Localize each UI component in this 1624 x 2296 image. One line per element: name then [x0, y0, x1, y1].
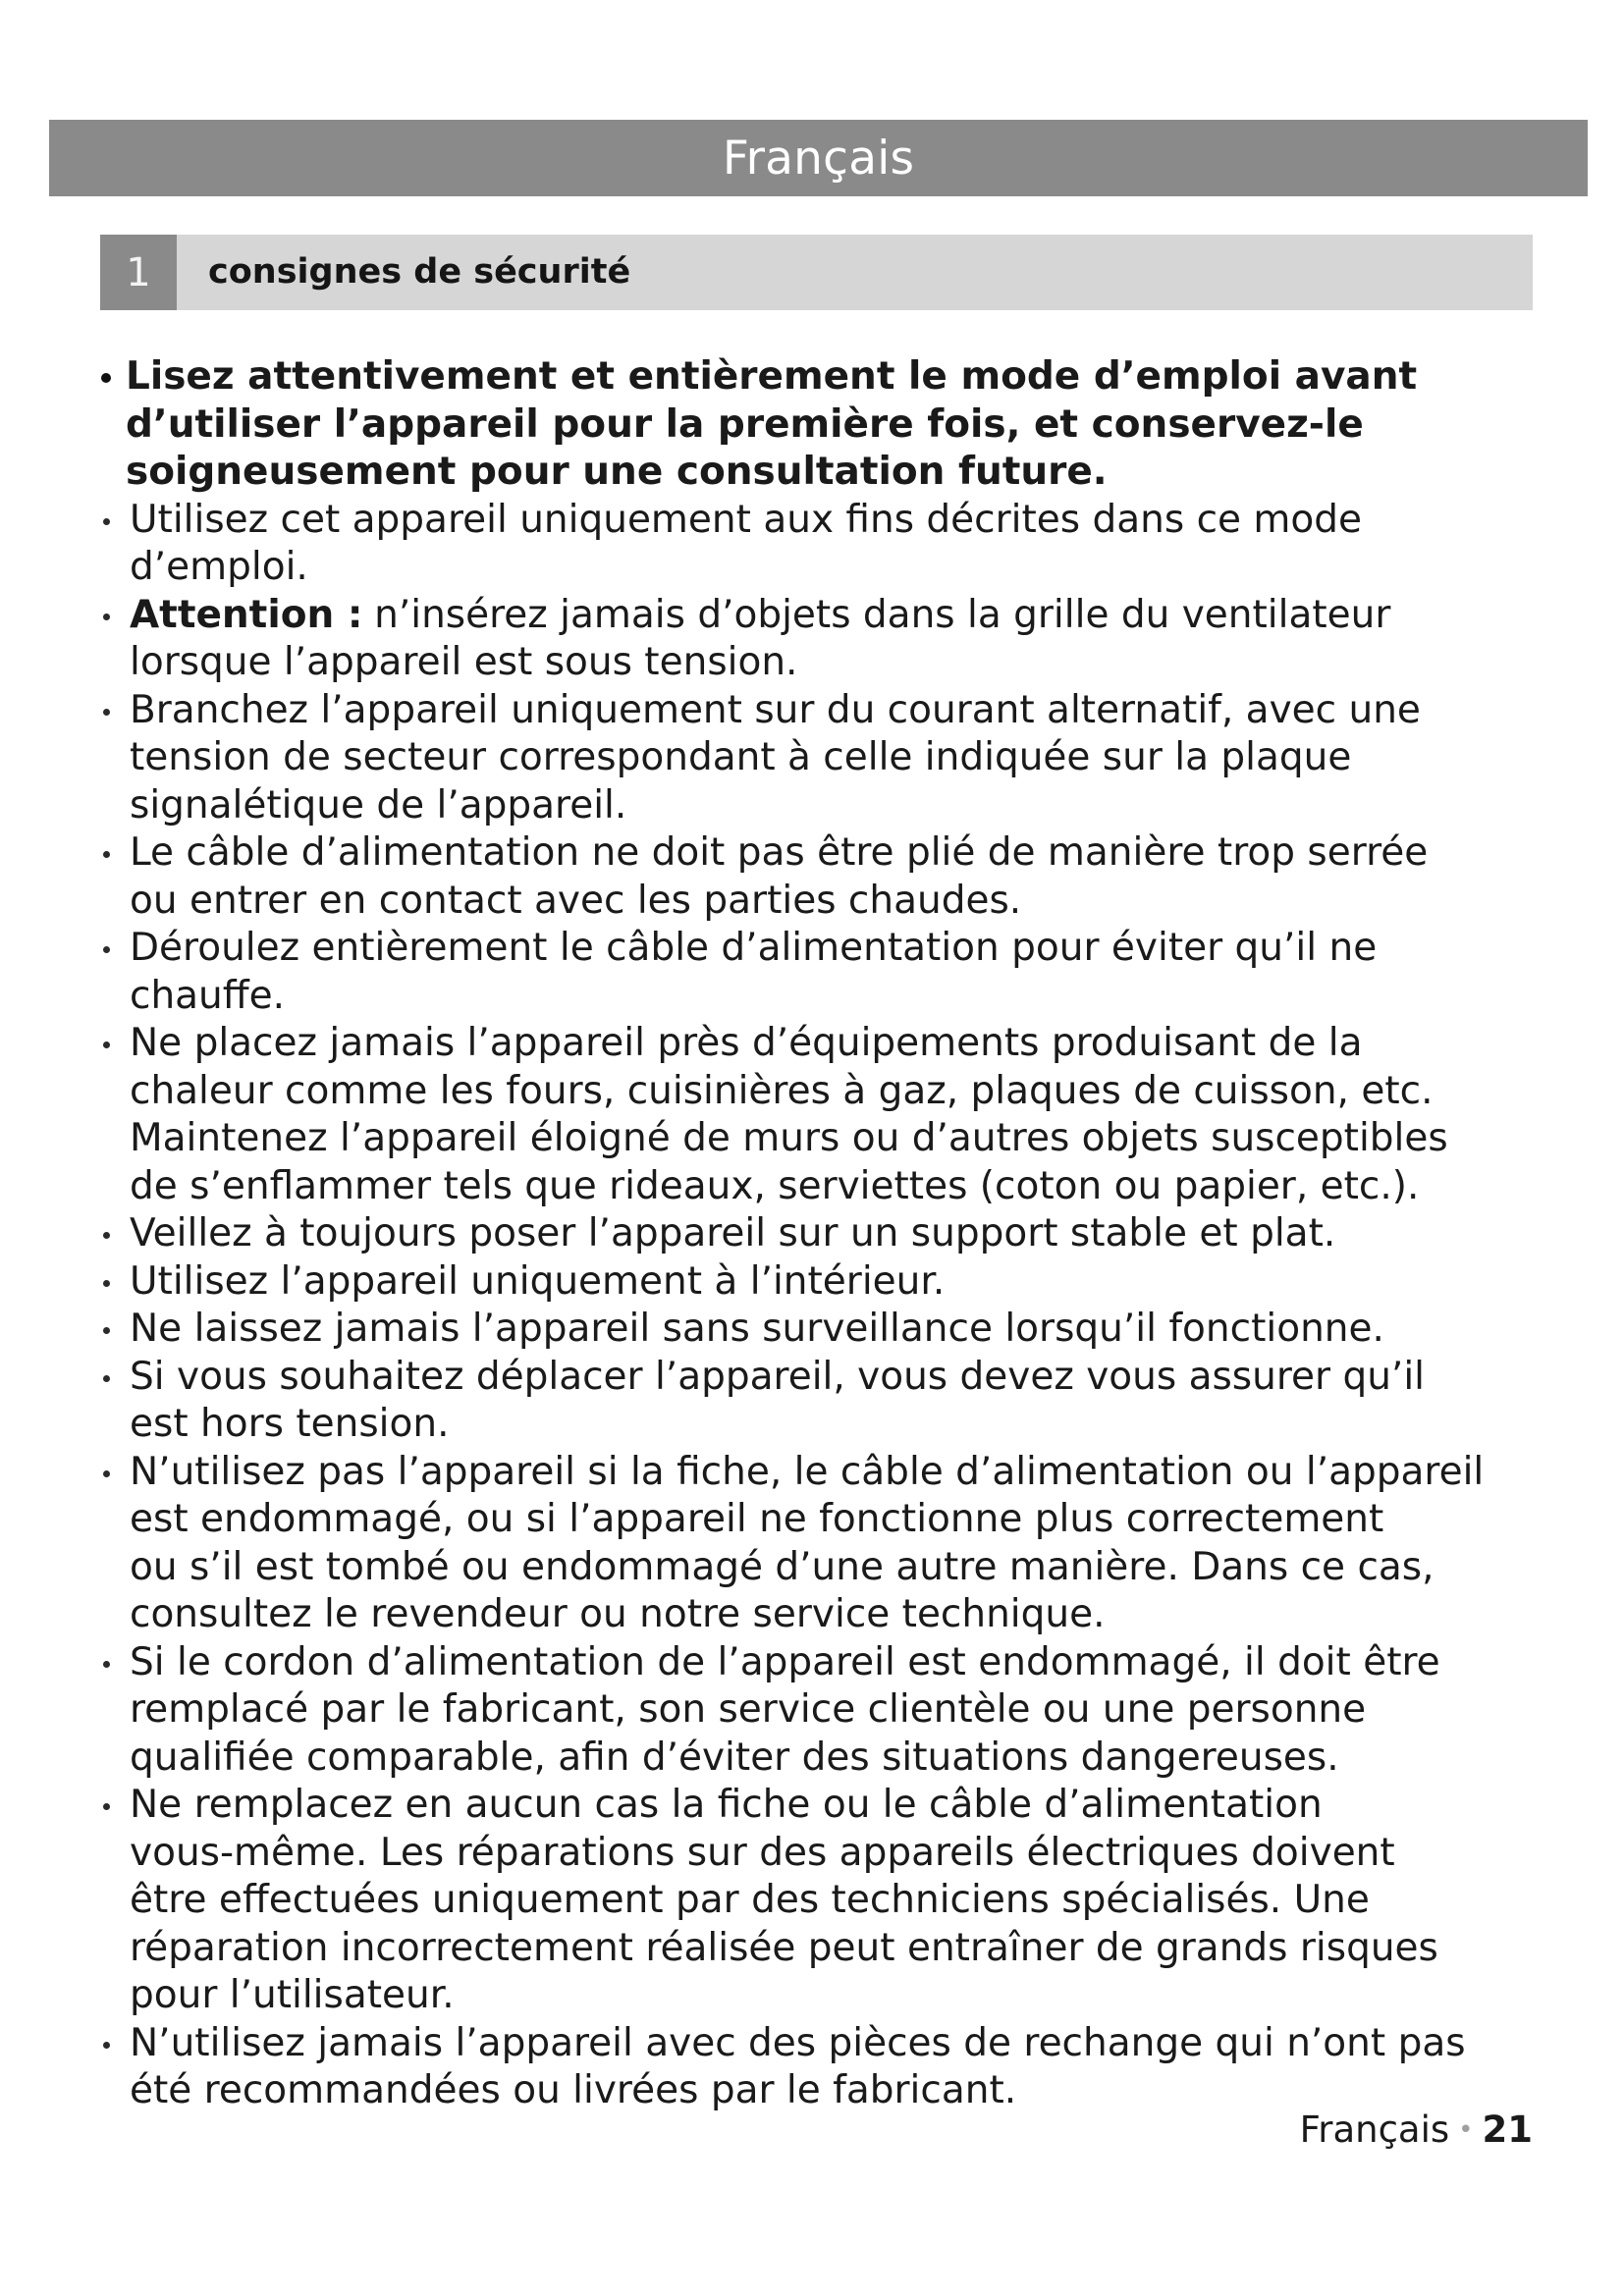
list-item-line [126, 449, 1624, 497]
list-item [0, 925, 1624, 1020]
bullet-marker [103, 1041, 110, 1048]
list-item-text: Ne placez jamais l’appareil près d’équipements produisant de la [130, 1021, 1363, 1065]
list-item-text: ou entrer en contact avec les parties chaudes. [130, 878, 1022, 923]
list-item-line [130, 639, 1624, 687]
bullet-marker [103, 1803, 110, 1810]
list-item-text: Lisez attentivement et entièrement le mode d’emploi avant [126, 354, 1418, 399]
list-item-line [130, 544, 1624, 592]
page-footer [1300, 2108, 1533, 2153]
list-item [0, 1258, 1624, 1307]
list-item-text: n’insérez jamais d’objets dans la grille du ventilateur [374, 592, 1391, 637]
list-item-line [130, 592, 1624, 640]
list-item-text: chauffe. [130, 973, 286, 1018]
list-item-text: été recommandées ou livrées par le fabricant. [130, 2068, 1017, 2112]
bullet-marker [103, 709, 110, 716]
list-item [0, 1306, 1624, 1354]
section-title: consignes de sécurité [208, 252, 631, 292]
list-item-line [126, 353, 1624, 401]
list-item [0, 2020, 1624, 2115]
bullet-marker [103, 518, 110, 525]
list-item-text: Déroulez entièrement le câble d’alimentation pour éviter qu’il ne [130, 926, 1378, 970]
list-item-text: lorsque l’appareil est sous tension. [130, 640, 798, 684]
list-item-text: qualifiée comparable, afin d’éviter des situations dangereuses. [130, 1735, 1339, 1780]
list-item-label: Attention : [130, 592, 363, 637]
list-item-text: pour l’utilisateur. [130, 1973, 455, 2017]
list-item-line [130, 878, 1624, 926]
list-item-text: remplacé par le fabricant, son service clientèle ou une personne [130, 1687, 1367, 1732]
list-item-line [130, 925, 1624, 973]
list-item-line [130, 1401, 1624, 1449]
list-item-line [130, 1163, 1624, 1211]
list-item-text: est hors tension. [130, 1402, 450, 1446]
list-item-line [130, 1782, 1624, 1830]
list-item [0, 829, 1624, 925]
bullet-marker [103, 2042, 110, 2049]
bullet-marker [103, 1375, 110, 1382]
list-item-line [130, 1449, 1624, 1497]
list-item-text: Le câble d’alimentation ne doit pas être plié de manière trop serrée [130, 830, 1429, 875]
list-item-text: consultez le revendeur ou notre service technique. [130, 1592, 1106, 1636]
list-item-line [130, 1686, 1624, 1735]
list-item [0, 1210, 1624, 1258]
list-item-text: Utilisez cet appareil uniquement aux fins décrites dans ce mode [130, 497, 1363, 542]
bullet-marker [103, 851, 110, 858]
bullet-marker [101, 373, 111, 383]
list-item-text: ou s’il est tombé ou endommagé d’une autre manière. Dans ce cas, [130, 1544, 1435, 1589]
language-header-bar [49, 120, 1588, 196]
list-item-line [130, 1925, 1624, 1973]
bullet-marker [103, 614, 110, 620]
list-item-line [130, 1068, 1624, 1116]
list-item [0, 1782, 1624, 2020]
list-item-line [130, 497, 1624, 545]
list-item-text: Maintenez l’appareil éloigné de murs ou d’autres objets susceptibles [130, 1116, 1448, 1160]
list-item-text: N’utilisez jamais l’appareil avec des pièces de rechange qui n’ont pas [130, 2020, 1466, 2065]
section-heading-bar [177, 235, 1533, 310]
language-title: Français [722, 131, 915, 186]
list-item-text: Veillez à toujours poser l’appareil sur un support stable et plat. [130, 1211, 1336, 1255]
list-item [0, 1639, 1624, 1783]
list-item-text: signalétique de l’appareil. [130, 782, 627, 828]
bullet-marker [103, 1280, 110, 1287]
list-item [0, 1354, 1624, 1449]
list-item-text: de s’enflammer tels que rideaux, serviettes (coton ou papier, etc.). [130, 1163, 1420, 1208]
list-item-line [130, 1877, 1624, 1925]
footer-language: Français [1299, 2109, 1450, 2151]
list-item-text: être effectuées uniquement par des techniciens spécialisés. Une [130, 1878, 1370, 1922]
list-item-text: soigneusement pour une consultation future. [126, 450, 1108, 494]
list-item-text: d’emploi. [130, 545, 308, 589]
safety-list [0, 353, 1624, 2115]
list-item-line [130, 1210, 1624, 1258]
list-item-text: chaleur comme les fours, cuisinières à gaz, plaques de cuisson, etc. [130, 1068, 1434, 1113]
list-item-line [130, 1020, 1624, 1068]
list-item-text: Ne remplacez en aucun cas la fiche ou le câble d’alimentation [130, 1783, 1323, 1827]
bullet-marker [103, 1661, 110, 1668]
bullet-marker [103, 1232, 110, 1239]
list-item-text: Si le cordon d’alimentation de l’appareil est endommagé, il doit être [130, 1639, 1440, 1684]
bullet-marker [103, 1470, 110, 1477]
list-item-text: N’utilisez pas l’appareil si la fiche, le câble d’alimentation ou l’appareil [130, 1449, 1485, 1494]
list-item-text: Branchez l’appareil uniquement sur du courant alternatif, avec une [130, 687, 1421, 732]
list-item-line [130, 687, 1624, 735]
list-item-line [130, 829, 1624, 878]
list-item-text: vous-même. Les réparations sur des appareils électriques doivent [130, 1830, 1395, 1875]
list-item-line [130, 973, 1624, 1021]
list-item-line [130, 782, 1624, 830]
list-item-line [130, 1972, 1624, 2020]
list-item [0, 592, 1624, 687]
list-item-line [130, 1354, 1624, 1402]
bullet-marker [103, 1327, 110, 1334]
list-item-line [126, 401, 1624, 450]
list-item-text: est endommagé, ou si l’appareil ne fonctionne plus correctement [130, 1497, 1384, 1541]
list-item [0, 497, 1624, 592]
list-item-text: Ne laissez jamais l’appareil sans surveillance lorsqu’il fonctionne. [130, 1307, 1384, 1351]
list-item-text: réparation incorrectement réalisée peut entraîner de grands risques [130, 1925, 1438, 1970]
list-item-line [130, 1496, 1624, 1544]
list-item [0, 687, 1624, 830]
list-item-line [130, 1735, 1624, 1783]
list-item-text: d’utiliser l’appareil pour la première fois, et conservez-le [126, 401, 1364, 447]
list-item [0, 1020, 1624, 1210]
bullet-marker [103, 946, 110, 953]
list-item-line [130, 734, 1624, 782]
list-item-line [130, 1258, 1624, 1307]
list-item [0, 353, 1624, 497]
list-item-line [130, 2020, 1624, 2068]
list-item [0, 1449, 1624, 1639]
section-number: 1 [100, 235, 177, 310]
list-item-line [130, 1115, 1624, 1163]
list-item-line [130, 1591, 1624, 1639]
list-item-line [130, 1639, 1624, 1687]
footer-separator: • [1458, 2115, 1474, 2145]
list-item-text: tension de secteur correspondant à celle indiquée sur la plaque [130, 735, 1352, 779]
list-item-line [130, 1306, 1624, 1354]
list-item-text: Utilisez l’appareil uniquement à l’intérieur. [130, 1258, 946, 1304]
list-item-line [130, 1544, 1624, 1592]
list-item-text: Si vous souhaitez déplacer l’appareil, vous devez vous assurer qu’il [130, 1354, 1425, 1399]
list-item-line [130, 1830, 1624, 1878]
page-number: 21 [1482, 2109, 1533, 2151]
